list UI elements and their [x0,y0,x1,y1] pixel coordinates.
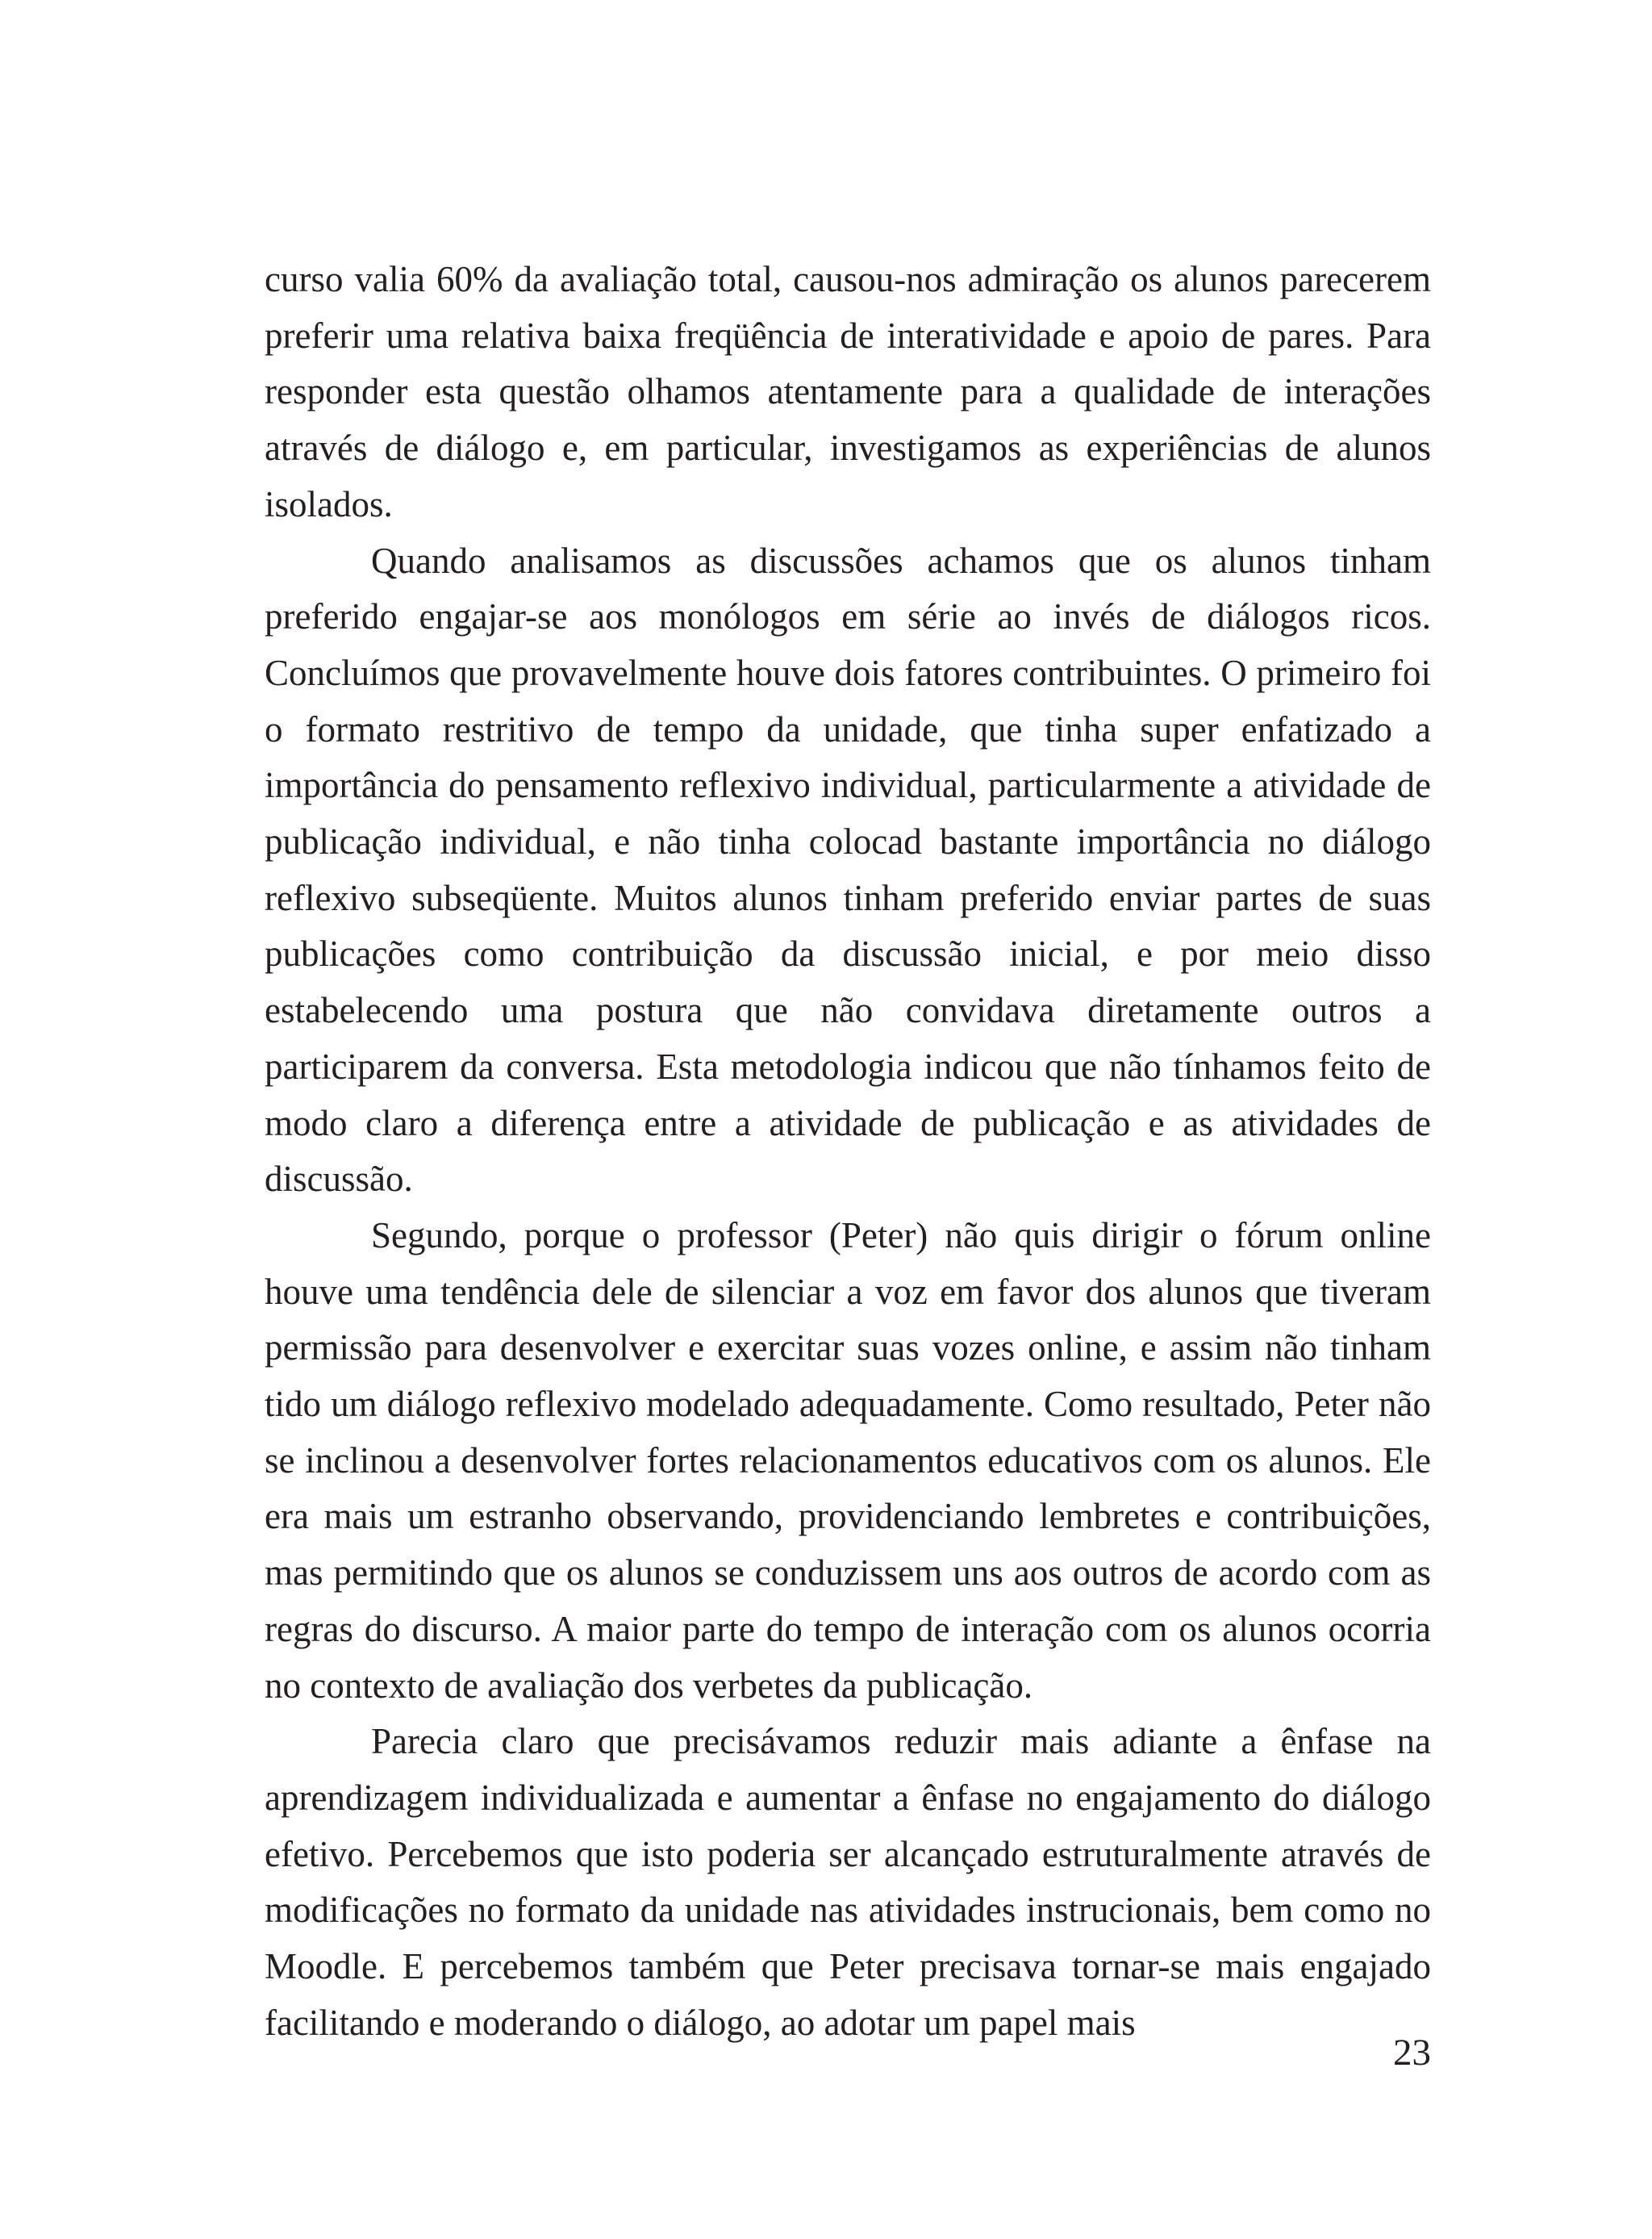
paragraph-4: Parecia claro que precisávamos reduzir mais adiante a ênfase na aprendizagem individualizada e aumentar a ênfase no engajamento do diálogo efetivo. Percebemos que isto poderia ser alcançado estruturalmente através de modificações no formato da unidade nas atividades instrucionais, bem como no Moodle. E percebemos também que Peter precisava tornar-se mais engajado facilitando e moderando o diálogo, ao adotar um papel mais [265,1721,1431,2043]
body-text [265,252,1431,2052]
paragraph-2: Quando analisamos as discussões achamos que os alunos tinham preferido engajar-se aos monólogos em série ao invés de diálogos ricos. Concluímos que provavelmente houve dois fatores contribuintes. O primeiro foi o formato restritivo de tempo da unidade, que tinha super enfatizado a importância do pensamento reflexivo individual, particularmente a atividade de publicação individual, e não tinha colocad bastante importância no diálogo reflexivo subseqüente. Muitos alunos tinham preferido enviar partes de suas publicações como contribuição da discussão inicial, e por meio disso estabelecendo uma postura que não convidava diretamente outros a participarem da conversa. Esta metodologia indicou que não tínhamos feito de modo claro a diferença entre a atividade de publicação e as atividades de discussão. [265,540,1431,1200]
paragraph-1: curso valia 60% da avaliação total, causou-nos admiração os alunos parecerem preferir uma relativa baixa freqüência de interatividade e apoio de pares. Para responder esta questão olhamos atentamente para a qualidade de interações através de diálogo e, em particular, investigamos as experiências de alunos isolados. [265,259,1431,524]
page-number: 23 [1393,2032,1431,2074]
paragraph-3: Segundo, porque o professor (Peter) não quis dirigir o fórum online houve uma tendência dele de silenciar a voz em favor dos alunos que tiveram permissão para desenvolver e exercitar suas vozes online, e assim não tinham tido um diálogo reflexivo modelado adequadamente. Como resultado, Peter não se inclinou a desenvolver fortes relacionamentos educativos com os alunos. Ele era mais um estranho observando, providenciando lembretes e contribuições, mas permitindo que os alunos se conduzissem uns aos outros de acordo com as regras do discurso. A maior parte do tempo de interação com os alunos ocorria no contexto de avaliação dos verbetes da publicação. [265,1214,1431,1706]
